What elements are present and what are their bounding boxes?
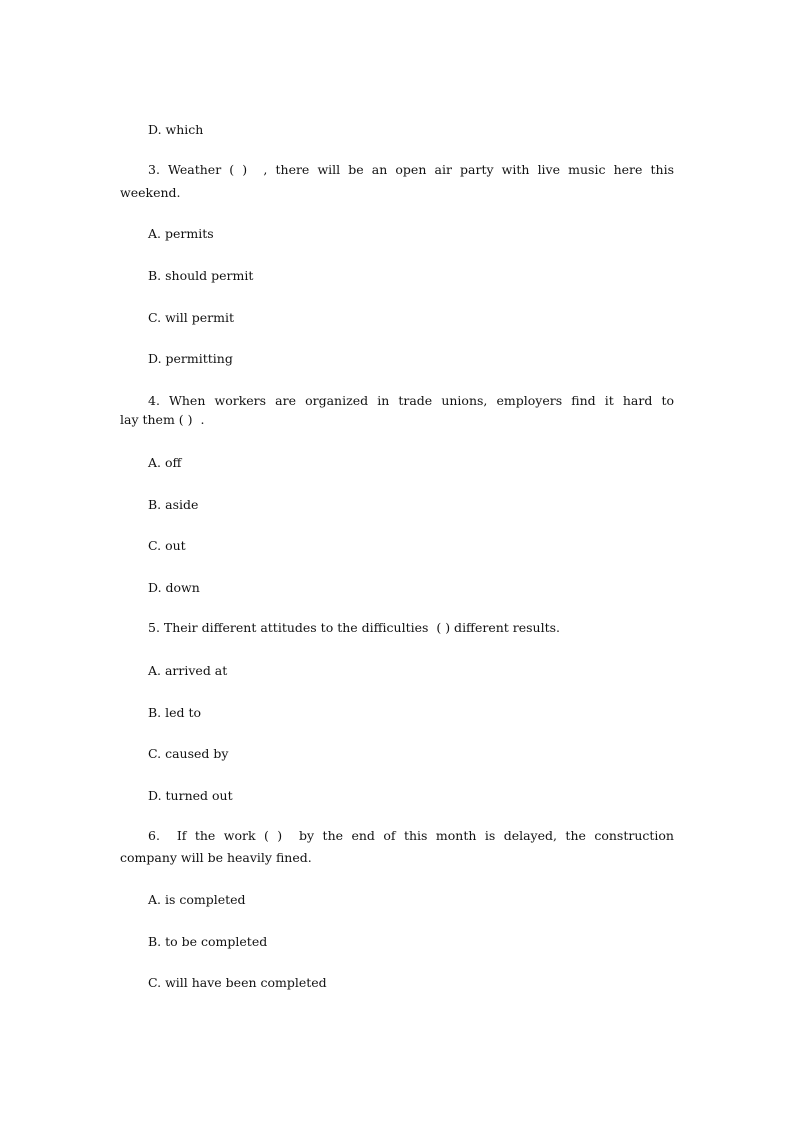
- question-3-option-d: D. permitting: [148, 351, 233, 366]
- question-5-option-b: B. led to: [148, 705, 202, 720]
- question-5-text: 5. Their different attitudes to the difficulties ( ) different results.: [148, 620, 561, 635]
- question-4-option-b: B. aside: [148, 497, 199, 512]
- question-3-text-cont: weekend.: [120, 185, 181, 200]
- question-6-option-c: C. will have been completed: [148, 975, 327, 990]
- question-4-option-a: A. off: [148, 455, 182, 470]
- question-4-text-cont: lay them ( ) .: [120, 412, 205, 427]
- question-3-option-c: C. will permit: [148, 310, 234, 325]
- question-5-option-d: D. turned out: [148, 788, 233, 803]
- question-3-option-b: B. should permit: [148, 268, 254, 283]
- option-d: D. which: [148, 122, 204, 137]
- question-6-option-a: A. is completed: [148, 892, 246, 907]
- question-6-text: 6. If the work ( ) by the end of this month is delayed, the construction: [148, 828, 674, 843]
- question-4-option-c: C. out: [148, 538, 186, 553]
- question-5-option-c: C. caused by: [148, 746, 229, 761]
- question-4-option-d: D. down: [148, 580, 200, 595]
- question-6-text-cont: company will be heavily fined.: [120, 850, 312, 865]
- question-3-text: 3. Weather ( ) , there will be an open air party with live music here this: [148, 162, 674, 177]
- question-4-text: 4. When workers are organized in trade unions, employers find it hard to: [148, 393, 674, 408]
- question-3-option-a: A. permits: [148, 226, 214, 241]
- question-5-option-a: A. arrived at: [148, 663, 228, 678]
- question-6-option-b: B. to be completed: [148, 934, 268, 949]
